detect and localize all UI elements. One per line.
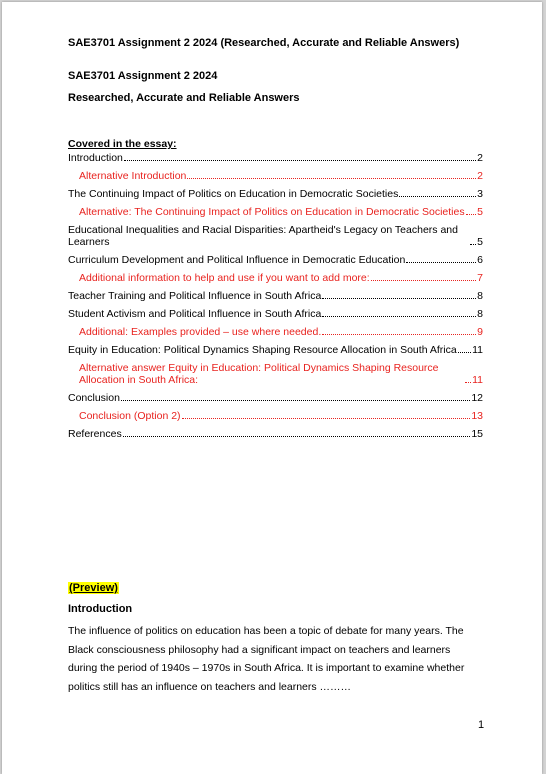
toc-dot-leader [406, 262, 476, 263]
preview-label: (Preview) [69, 582, 118, 594]
toc-entry[interactable] [68, 152, 483, 164]
toc-entry-text: Educational Inequalities and Racial Disparities: Apartheid's Legacy on Teachers and Learners [68, 224, 458, 248]
toc-entry[interactable] [68, 254, 483, 266]
document-page [2, 2, 542, 774]
toc-dot-leader [322, 334, 476, 335]
toc-entry[interactable] [68, 290, 483, 302]
toc-entry[interactable] [68, 428, 483, 440]
document-subtitle: SAE3701 Assignment 2 2024 [68, 70, 218, 82]
document-tagline: Researched, Accurate and Reliable Answers [68, 92, 300, 104]
toc-page-number: 6 [477, 254, 483, 266]
table-of-contents [68, 138, 483, 446]
toc-entry-text: Student Activism and Political Influence in South Africa [68, 308, 322, 320]
toc-sub-entry[interactable] [68, 410, 483, 422]
toc-entry[interactable] [68, 392, 483, 404]
toc-entry[interactable] [68, 188, 483, 200]
toc-entry[interactable] [68, 224, 483, 248]
toc-sub-entry[interactable] [68, 272, 483, 284]
toc-entry-text: Conclusion (Option 2) [79, 410, 181, 422]
toc-entry-text: Additional: Examples provided – use where needed. [79, 326, 322, 338]
toc-page-number: 13 [471, 410, 483, 422]
toc-entry-text: Additional information to help and use if you want to add more: [79, 272, 370, 284]
toc-entry-text: Curriculum Development and Political Influence in Democratic Education [68, 254, 406, 266]
toc-dot-leader [470, 244, 476, 245]
toc-page-number: 9 [477, 326, 483, 338]
body-paragraph: The influence of politics on education has been a topic of debate for many years. The Black consciousness philosophy had a significant impact on teachers and learners during the period of 1940s – 1970s in South Africa. It is important to examine whether politics still has an influence on teachers and learners ……… [68, 625, 465, 693]
toc-entries [68, 152, 483, 440]
toc-entry-text: References [68, 428, 122, 440]
toc-sub-entry[interactable] [68, 326, 483, 338]
toc-entry[interactable] [68, 308, 483, 320]
toc-page-number: 11 [472, 374, 483, 386]
toc-entry-text: Introduction [68, 152, 123, 164]
toc-dot-leader [322, 316, 476, 317]
toc-page-number: 11 [472, 344, 483, 356]
section-heading: Introduction [68, 603, 133, 615]
toc-entry-text: The Continuing Impact of Politics on Education in Democratic Societies [68, 188, 399, 200]
toc-dot-leader [123, 436, 471, 437]
toc-page-number: 7 [477, 272, 483, 284]
toc-dot-leader [187, 178, 476, 179]
toc-heading: Covered in the essay: [68, 138, 177, 150]
toc-dot-leader [466, 214, 477, 215]
document-title: SAE3701 Assignment 2 2024 (Researched, Accurate and Reliable Answers) [68, 37, 460, 49]
toc-dot-leader [371, 280, 476, 281]
toc-page-number: 8 [477, 290, 483, 302]
page-number: 1 [478, 719, 485, 731]
toc-sub-entry[interactable] [68, 206, 483, 218]
toc-dot-leader [121, 400, 470, 401]
toc-sub-entry[interactable] [68, 170, 483, 182]
toc-dot-leader [399, 196, 476, 197]
toc-entry[interactable] [68, 344, 483, 356]
toc-entry-text: Teacher Training and Political Influence in South Africa [68, 290, 322, 302]
toc-entry-text: Alternative answer Equity in Education: Political Dynamics Shaping Resource Allocation in South Africa: [79, 362, 439, 386]
toc-sub-entry[interactable] [68, 362, 483, 386]
toc-page-number: 5 [477, 236, 483, 248]
toc-dot-leader [465, 382, 471, 383]
toc-dot-leader [124, 160, 476, 161]
toc-entry-text: Alternative Introduction [79, 170, 187, 182]
toc-entry-text: Conclusion [68, 392, 120, 404]
toc-page-number: 15 [471, 428, 483, 440]
toc-page-number: 12 [471, 392, 483, 404]
toc-page-number: 8 [477, 308, 483, 320]
toc-entry-text: Equity in Education: Political Dynamics Shaping Resource Allocation in South Africa [68, 344, 457, 356]
toc-dot-leader [458, 352, 471, 353]
toc-page-number: 2 [477, 152, 483, 164]
toc-page-number: 2 [477, 170, 483, 182]
toc-page-number: 3 [477, 188, 483, 200]
toc-dot-leader [182, 418, 471, 419]
toc-page-number: 5 [477, 206, 483, 218]
toc-dot-leader [322, 298, 476, 299]
toc-entry-text: Alternative: The Continuing Impact of Politics on Education in Democratic Societies [79, 206, 465, 218]
